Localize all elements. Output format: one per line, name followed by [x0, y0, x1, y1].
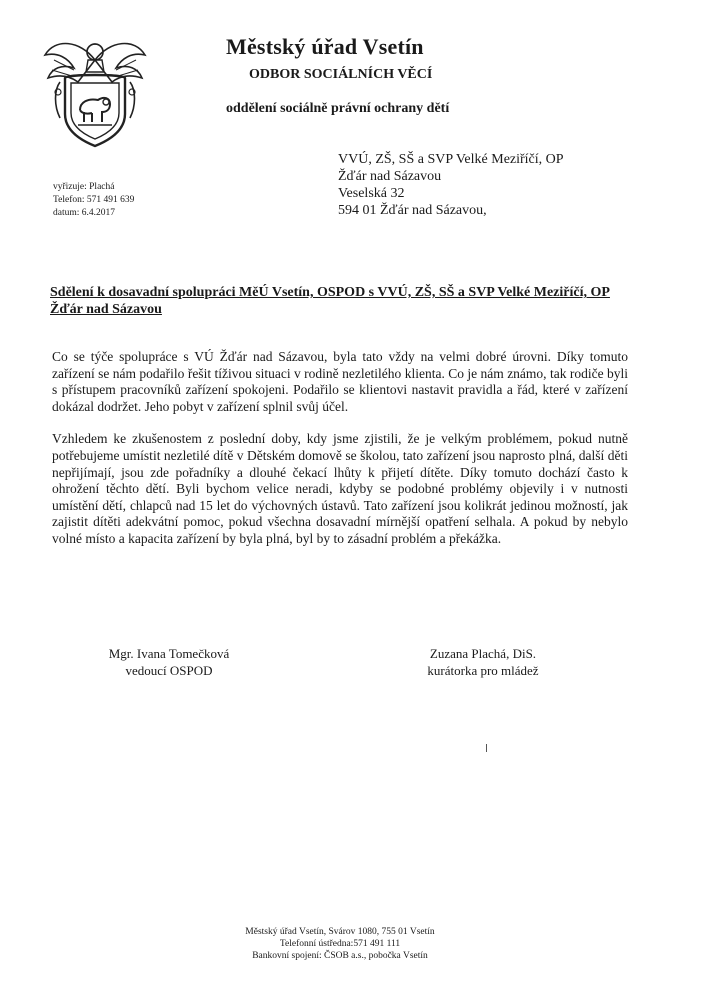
signature-left	[104, 645, 234, 679]
handled-by: vyřizuje: Plachá	[53, 182, 115, 192]
letter-footer	[200, 926, 480, 962]
signer-name: Mgr. Ivana Tomečková	[108, 646, 230, 661]
letter-date: datum: 6.4.2017	[53, 208, 116, 218]
letter-body	[52, 349, 628, 564]
recipient-line: 594 01 Žďár nad Sázavou,	[338, 203, 487, 218]
reference-info	[53, 181, 134, 220]
recipient-line: Žďár nad Sázavou	[338, 169, 442, 184]
department-name: ODBOR SOCIÁLNÍCH VĚCÍ	[249, 67, 433, 82]
recipient-address	[338, 151, 564, 219]
footer-line: Bankovní spojení: ČSOB a.s., pobočka Vsetín	[252, 951, 428, 961]
phone-number: Telefon: 571 491 639	[53, 195, 135, 205]
body-paragraph: Vzhledem ke zkušenostem z poslední doby, kdy jsme zjistili, že je velkým problémem, pokud nutně potřebujeme umístit nezletilé dítě v Dětském domově se školou, tato zařízení jsou naprosto plná, další děti nepřijímají, jsou zde pořadníky a dlouhé čekací lhůty k přijetí dítěte. Díky tomuto dochází často k ohrožení těchto dětí. Byli bychom velice neradi, kdyby se podobné problémy objevily i v nutnosti umístění dětí, chlapců nad 15 let do výchovných ústavů. Tato zařízení jsou kolikrát jedinou možností, jak zajistit dítěti adekvátní pomoc, pokud všechna dosavadní mírnější opatření selhala. A pokud by nebylo volné místo a kapacita zařízení by byla plná, byl by to zásadní problém a překážka.	[52, 431, 628, 546]
recipient-line: VVÚ, ZŠ, SŠ a SVP Velké Meziříčí, OP	[338, 152, 564, 167]
office-title: Městský úřad Vsetín	[226, 34, 424, 59]
letter-subject: Sdělení k dosavadní spolupráci MěÚ Vsetín, OSPOD s VVÚ, ZŠ, SŠ a SVP Velké Meziříčí, OP Žďár nad Sázavou	[50, 285, 610, 317]
coat-of-arms-emblem	[40, 30, 150, 150]
subdepartment-name: oddělení sociálně právní ochrany dětí	[226, 101, 450, 116]
footer-line: Telefonní ústředna:571 491 111	[279, 939, 401, 949]
signer-role: vedoucí OSPOD	[125, 663, 213, 678]
recipient-line: Veselská 32	[338, 186, 405, 201]
footer-line: Městský úřad Vsetín, Svárov 1080, 755 01 Vsetín	[245, 927, 435, 937]
fold-mark	[486, 744, 487, 752]
body-paragraph: Co se týče spolupráce s VÚ Žďár nad Sázavou, byla tato vždy na velmi dobré úrovni. Díky tomuto zařízení se nám podařilo řešit tíživou situaci v rodině nezletilého klienta. Co je nám známo, tak rodiče byli s přístupem pracovníků zařízení spokojeni. Podařilo se klientovi nastavit pravidla a řád, které v zařízení dokázal dodržet. Jeho pobyt v zařízení splnil svůj účel.	[52, 349, 628, 414]
signature-right	[408, 645, 558, 679]
signer-name: Zuzana Plachá, DiS.	[429, 646, 537, 661]
signer-role: kurátorka pro mládež	[427, 663, 539, 678]
